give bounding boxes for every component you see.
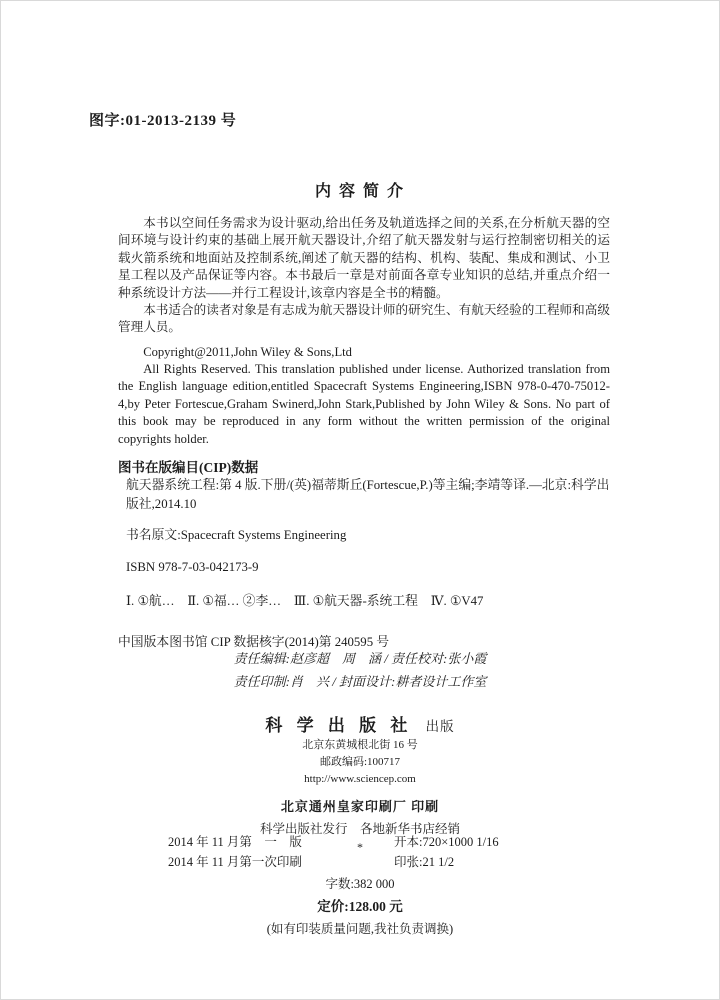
publisher-name: 科 学 出 版 社 (265, 716, 413, 735)
credits-line-1: 责任编辑:赵彦超 周 涵 / 责任校对:张小霞 (233, 651, 487, 666)
cip-section (118, 456, 616, 650)
cip-classification: Ⅰ. ①航… Ⅱ. ①福… ②李… Ⅲ. ①航天器-系统工程 Ⅳ. ①V47 (126, 594, 484, 609)
publisher-address: 北京东黄城根北街 16 号 (302, 739, 418, 751)
price: 定价:128.00 元 (317, 898, 403, 914)
edition-row (1, 832, 719, 852)
cip-entry: 航天器系统工程:第 4 版.下册/(英)福蒂斯丘(Fortescue,P.)等主编;李靖等译.—北京:科学出版社,2014.10 (126, 478, 610, 511)
divider-star: * (357, 839, 363, 854)
cip-record-number: 中国版本图书馆 CIP 数据核字(2014)第 240595 号 (118, 634, 390, 649)
publisher-name-row (1, 711, 719, 736)
credits-line-2: 责任印制:肖 兴 / 封面设计:耕者设计工作室 (233, 674, 487, 690)
copyright-line: Copyright@2011,John Wiley & Sons,Ltd (143, 344, 352, 359)
edition-date: 2014 年 11 月第 一 版 (168, 835, 302, 849)
intro-title: 内 容 简 介 (314, 183, 405, 200)
intro-paragraph-1: 本书以空间任务需求为设计驱动,给出任务及轨道选择之间的关系,在分析航天器的空间环境与设计约束的基础上展开航天器设计,介绍了航天器发射与运行控制密切相关的运载火箭系统和地面站及控制系统,阐述了航天器的结构、机构、装配、集成和测试、小卫星工程以及产品保证等内容。本书最后一章是对前面各章专业知识的总结,并重点介绍一种系统设计方法——并行工程设计,该章内容是全书的精髓。 (118, 216, 610, 300)
editorial-credits (1, 647, 719, 694)
print-run-row (1, 852, 719, 872)
distribution-line: 科学出版社发行 各地新华书店经销 (259, 821, 460, 836)
word-count: 字数:382 000 (325, 876, 395, 891)
publisher-postcode: 邮政编码:100717 (319, 755, 401, 768)
register-number: 图字:01-2013-2139 号 (89, 113, 237, 129)
printing-info (1, 832, 719, 937)
format-spec: 开本:720×1000 1/16 (394, 835, 499, 849)
quality-note: (如有印装质量问题,我社负责调换) (266, 921, 454, 936)
cip-isbn: ISBN 978-7-03-042173-9 (126, 559, 259, 574)
printer-line: 北京通州皇家印刷厂 印刷 (280, 798, 440, 814)
publisher-website: http://www.sciencep.com (304, 772, 416, 785)
copyright-paragraph: All Rights Reserved. This translation published under license. Authorized translation from the English language edition,entitled Spacecraft Systems Engineering,ISBN 978-0-470-75012-4,by Peter Fortescue,Graham Swinerd,John Stark,Published by John Wiley & Sons. No part of this book may be reproduced in any form without the written permission of the original copyrights holder. (118, 362, 610, 446)
cip-original-title: 书名原文:Spacecraft Systems Engineering (126, 528, 347, 543)
print-date: 2014 年 11 月第一次印刷 (168, 855, 302, 870)
sheets-spec: 印张:21 1/2 (394, 855, 455, 870)
cip-heading: 图书在版编目(CIP)数据 (118, 460, 259, 475)
intro-paragraph-2: 本书适合的读者对象是有志成为航天器设计师的研究生、有航天经验的工程师和高级管理人员。 (118, 302, 610, 335)
intro-body (118, 215, 610, 448)
publisher-publish-label: 出版 (425, 719, 455, 734)
